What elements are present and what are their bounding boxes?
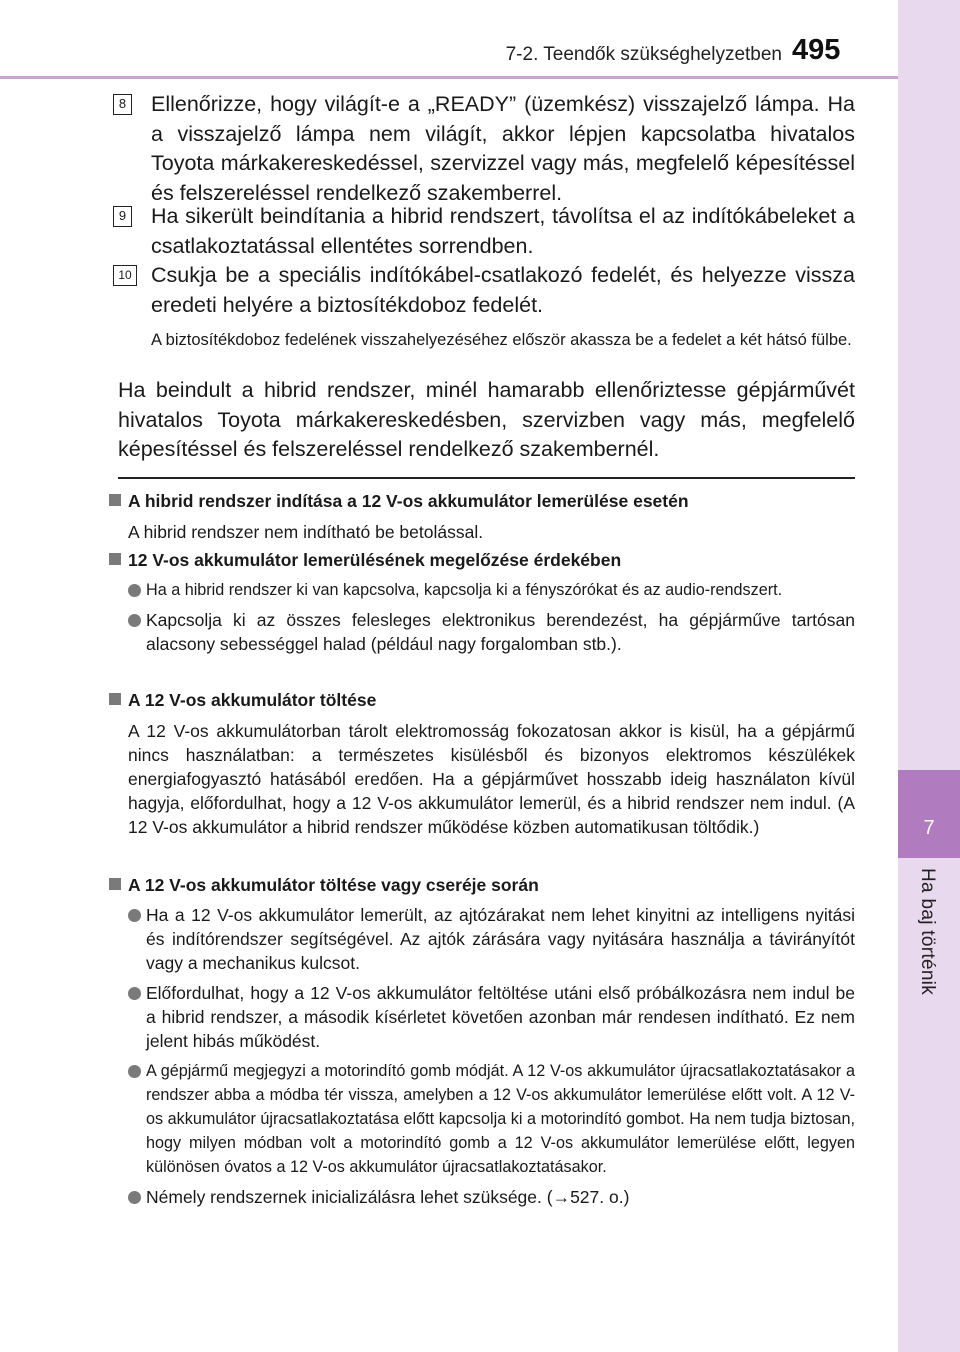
step-note: A biztosítékdoboz fedelének visszahelyezéséhez először akassza be a fedelet a két hátsó fülbe.	[151, 331, 852, 349]
list-item	[128, 1059, 855, 1179]
list-item-text: Némely rendszernek inicializálásra lehet szüksége. (→527. o.)	[146, 1187, 630, 1207]
info-heading	[109, 688, 855, 712]
info-heading-text: A hibrid rendszer indítása a 12 V-os akkumulátor lemerülése esetén	[128, 491, 689, 511]
step-number-badge: 10	[113, 265, 137, 286]
list-item	[128, 578, 855, 602]
list-item	[128, 1185, 855, 1209]
info-heading	[109, 873, 855, 897]
bullet-dot-icon	[128, 614, 141, 627]
info-heading-text: A 12 V-os akkumulátor töltése vagy cseréje során	[128, 875, 539, 895]
bullet-dot-icon	[128, 987, 141, 1000]
info-block-jump-start	[109, 489, 855, 544]
info-block-replacement	[109, 873, 855, 1209]
page-number: 495	[792, 34, 841, 66]
bullet-dot-icon	[128, 1191, 141, 1204]
info-text: A hibrid rendszer nem indítható be betolással.	[128, 522, 484, 542]
list-item-text: A gépjármű megjegyzi a motorindító gomb módját. A 12 V-os akkumulátor újracsatlakoztatásakor a rendszer abba a módba tér vissza, amelyben a 12 V-os akkumulátor lemerülése előtt volt. A 12 V-os akkumulátor újracsatlakoztatása előtt kapcsolja ki a motorindító gombot. Ha nem tudja biztosan, hogy milyen módban volt a motorindító gomb a 12 V-os akkumulátor lemerülése előtt, legyen különösen óvatos a 12 V-os akkumulátor újracsatlakoztatásakor.	[146, 1062, 855, 1176]
info-heading-text: 12 V-os akkumulátor lemerülésének megelőzése érdekében	[128, 550, 622, 570]
list-item	[128, 903, 855, 975]
section-title: 7-2. Teendők szükséghelyzetben	[505, 44, 782, 65]
summary-paragraph: Ha beindult a hibrid rendszer, minél hamarabb ellenőriztesse gépjárművét hivatalos Toyota márkakereskedésben, szervizben vagy más, megfelelő képesítéssel és felszereléssel rendelkező szakembernél.	[118, 378, 855, 461]
square-bullet-icon	[109, 693, 121, 705]
step-number-badge: 9	[113, 206, 132, 227]
square-bullet-icon	[109, 494, 121, 506]
step-text: Csukja be a speciális indítókábel-csatlakozó fedelét, és helyezze vissza eredeti helyére a biztosítékdoboz fedelét.	[151, 263, 855, 317]
bullet-dot-icon	[128, 909, 141, 922]
info-heading-text: A 12 V-os akkumulátor töltése	[128, 690, 377, 710]
list-item-text: Előfordulhat, hogy a 12 V-os akkumulátor feltöltése utáni első próbálkozásra nem indul be a hibrid rendszer, a második kísérletet követően azonban már rendesen indítható. Ez nem jelent hibás működést.	[146, 983, 855, 1051]
info-heading	[109, 548, 855, 572]
list-item-text: Kapcsolja ki az összes felesleges elektronikus berendezést, ha gépjárműve tartósan alacsony sebességgel halad (például nagy forgalomban stb.).	[146, 610, 855, 654]
info-heading	[109, 489, 855, 513]
step-text: Ha sikerült beindítania a hibrid rendszert, távolítsa el az indítókábeleket a csatlakoztatással ellentétes sorrendben.	[151, 204, 855, 258]
square-bullet-icon	[109, 553, 121, 565]
list-item-text: Ha a hibrid rendszer ki van kapcsolva, kapcsolja ki a fényszórókat és az audio-rendszert.	[146, 581, 783, 599]
step-text: Ellenőrizze, hogy világít-e a „READY” (üzemkész) visszajelző lámpa. Ha a visszajelző lámpa nem világít, akkor lépjen kapcsolatba hivatalos Toyota márkakereskedéssel, szervizzel vagy más, megfelelő képesítéssel és felszereléssel rendelkező szakemberrel.	[151, 92, 855, 205]
list-item	[128, 981, 855, 1053]
square-bullet-icon	[109, 878, 121, 890]
header-rule	[0, 76, 898, 79]
info-block-charging	[109, 688, 855, 839]
step-number-badge: 8	[113, 94, 132, 115]
info-text: A 12 V-os akkumulátorban tárolt elektromosság fokozatosan akkor is kisül, ha a gépjármű nincs használatban: a természetes kisülésből és bizonyos elektromos készülékek energiafogyasztó hatásából eredően. Ha a gépjárművet hosszabb ideig használaton kívül hagyja, előfordulhat, hogy a 12 V-os akkumulátor lemerül, és a hibrid rendszer nem indul. (A 12 V-os akkumulátor a hibrid rendszer működése közben automatikusan töltődik.)	[128, 721, 855, 837]
section-divider	[118, 477, 855, 479]
info-block-prevention	[109, 548, 855, 656]
bullet-dot-icon	[128, 1065, 141, 1078]
chapter-tab-label: Ha baj történik	[917, 868, 938, 996]
bullet-dot-icon	[128, 584, 141, 597]
step-8	[113, 90, 855, 208]
step-10	[113, 261, 855, 352]
step-9	[113, 202, 855, 261]
list-item-text: Ha a 12 V-os akkumulátor lemerült, az ajtózárakat nem lehet kinyitni az intelligens nyitási és indítórendszer segítségével. Az ajtók zárására vagy nyitására használja a távirányítót vagy a mechanikus kulcsot.	[146, 905, 855, 973]
list-item	[128, 608, 855, 656]
chapter-tab-strip	[898, 0, 960, 1352]
chapter-tab-number: 7	[898, 770, 960, 858]
